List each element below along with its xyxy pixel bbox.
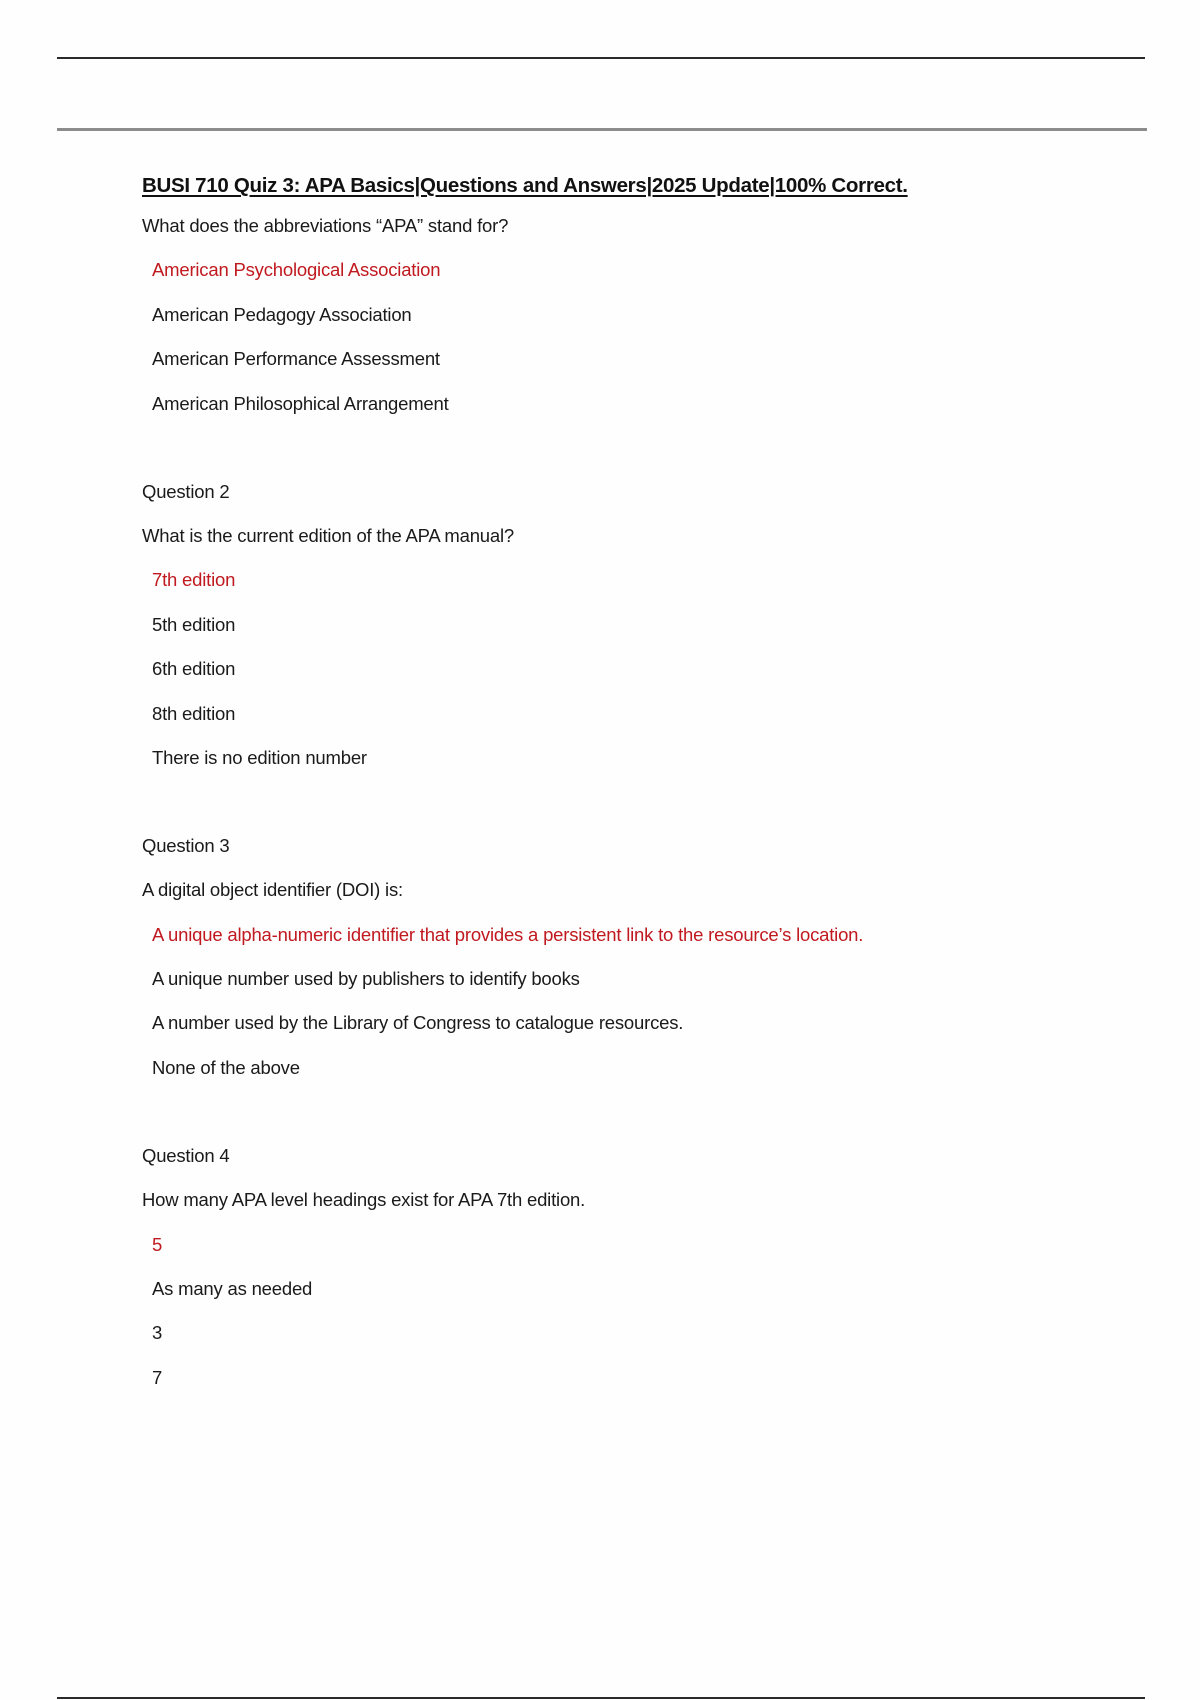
answer-option: A unique number used by publishers to identify books xyxy=(152,968,580,990)
answer-options xyxy=(142,248,1142,426)
question-2 xyxy=(142,470,1142,781)
answer-option: 5th edition xyxy=(152,613,236,635)
answer-option: 3 xyxy=(152,1322,163,1344)
top-rule xyxy=(57,57,1145,59)
question-4 xyxy=(142,1134,1142,1400)
answer-option-correct: A unique alpha-numeric identifier that provides a persistent link to the resource’s location. xyxy=(152,923,864,945)
question-1 xyxy=(142,204,1142,426)
answer-option: American Performance Assessment xyxy=(152,348,440,370)
answer-option: American Philosophical Arrangement xyxy=(152,392,449,414)
answer-option: 8th edition xyxy=(152,702,236,724)
header-rule xyxy=(57,128,1147,131)
question-label: Question 4 xyxy=(142,1144,230,1166)
answer-option-correct: American Psychological Association xyxy=(152,259,441,281)
answer-option-correct: 5 xyxy=(152,1233,163,1255)
question-text: How many APA level headings exist for APA 7th edition. xyxy=(142,1189,586,1211)
question-3 xyxy=(142,824,1142,1090)
question-text: What is the current edition of the APA manual? xyxy=(142,524,514,546)
answer-option: A number used by the Library of Congress to catalogue resources. xyxy=(152,1012,684,1034)
answer-option: None of the above xyxy=(152,1056,300,1078)
question-text: What does the abbreviations “APA” stand for? xyxy=(142,215,509,236)
bottom-rule xyxy=(57,1697,1145,1699)
answer-options xyxy=(142,1223,1142,1401)
document-body xyxy=(142,168,1142,1400)
answer-option-correct: 7th edition xyxy=(152,569,236,591)
question-label: Question 3 xyxy=(142,834,230,856)
answer-option: There is no edition number xyxy=(152,746,367,768)
answer-options xyxy=(142,558,1142,780)
answer-options xyxy=(142,913,1142,1091)
answer-option: 7 xyxy=(152,1366,163,1388)
question-label: Question 2 xyxy=(142,480,230,502)
answer-option: 6th edition xyxy=(152,658,236,680)
answer-option: As many as needed xyxy=(152,1277,313,1299)
question-text: A digital object identifier (DOI) is: xyxy=(142,879,403,901)
answer-option: American Pedagogy Association xyxy=(152,303,412,325)
document-title: BUSI 710 Quiz 3: APA Basics|Questions and Answers|2025 Update|100% Correct. xyxy=(142,174,908,197)
